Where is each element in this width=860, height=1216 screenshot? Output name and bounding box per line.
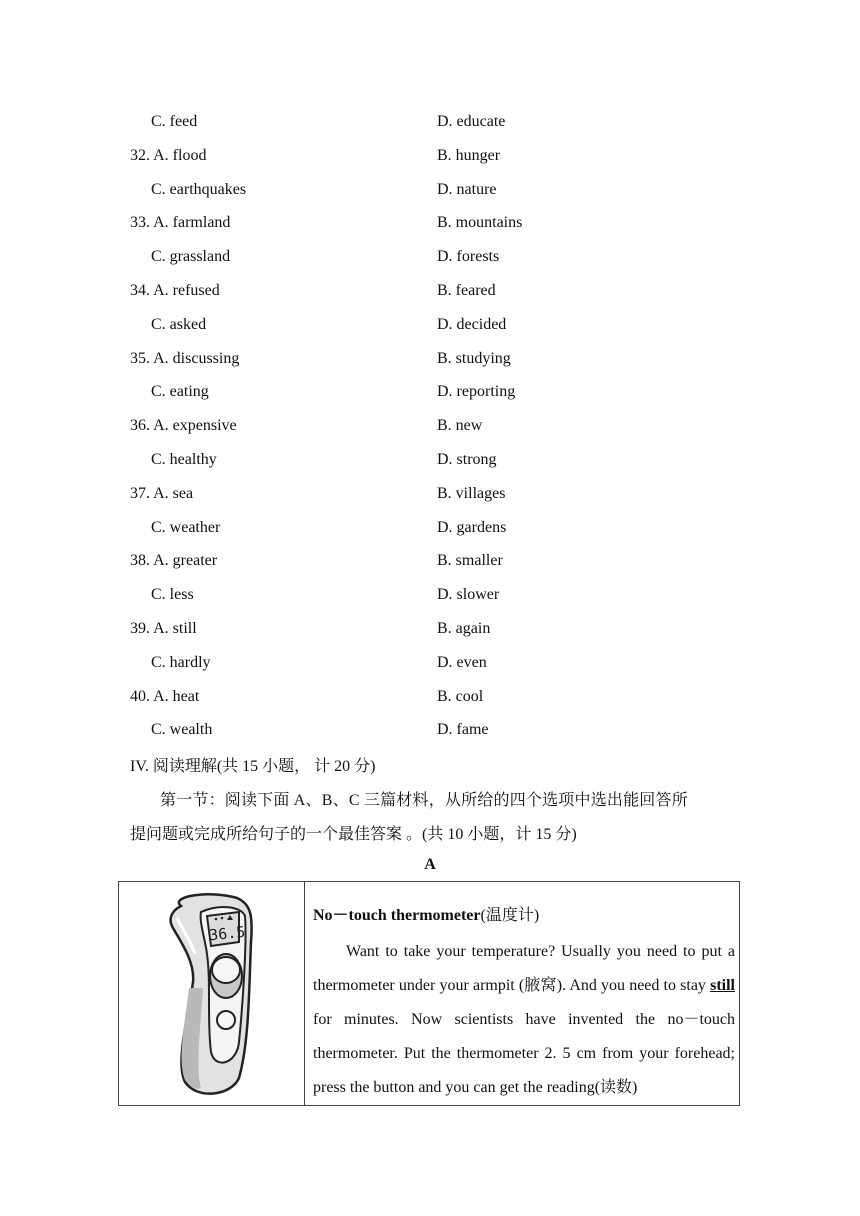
passage-title-rest: (温度计) bbox=[480, 907, 540, 924]
option-row bbox=[0, 586, 860, 620]
option-left: 35. A. discussing bbox=[130, 349, 240, 367]
option-left: 40. A. heat bbox=[130, 687, 200, 705]
option-left: C. hardly bbox=[151, 653, 211, 671]
option-right: B. smaller bbox=[437, 552, 503, 570]
passage-paragraph bbox=[313, 935, 735, 1105]
option-left: C. eating bbox=[151, 383, 209, 401]
option-left: C. less bbox=[151, 586, 194, 604]
section-title: IV. 阅读理解(共 15 小题， 计 20 分) bbox=[130, 758, 376, 775]
option-left: C. asked bbox=[151, 315, 207, 333]
passage-text-cell bbox=[305, 882, 739, 1105]
option-row bbox=[0, 721, 860, 755]
passage-title bbox=[313, 902, 539, 925]
option-right: D. reporting bbox=[437, 383, 516, 401]
option-row bbox=[0, 181, 860, 215]
option-row bbox=[0, 214, 860, 248]
option-right: D. gardens bbox=[437, 518, 507, 536]
passage-table bbox=[118, 881, 740, 1106]
option-right: B. mountains bbox=[437, 214, 523, 232]
option-left: 36. A. expensive bbox=[130, 417, 237, 435]
section-instruction-line1: 第一节：阅读下面 A、B、C 三篇材料，从所给的四个选项中选出能回答所 bbox=[160, 792, 688, 809]
option-left: 33. A. farmland bbox=[130, 214, 231, 232]
section-instruction-line2: 提问题或完成所给句子的一个最佳答案 。(共 10 小题，计 15 分) bbox=[130, 826, 577, 843]
passage-text-before: Want to take your temperature? Usually you need to put a thermometer under your armpit (腋窝). And you need to stay bbox=[313, 943, 735, 994]
passage-emphasis-word: still bbox=[710, 977, 735, 994]
thermometer-image-cell bbox=[119, 882, 305, 1105]
option-left: C. weather bbox=[151, 518, 221, 536]
option-right: B. studying bbox=[437, 349, 511, 367]
option-right: B. feared bbox=[437, 282, 496, 299]
option-right: D. forests bbox=[437, 248, 500, 266]
option-left: C. wealth bbox=[151, 721, 213, 739]
option-right: B. again bbox=[437, 620, 491, 637]
option-left: 39. A. still bbox=[130, 620, 197, 637]
option-row bbox=[0, 485, 860, 519]
option-left: C. earthquakes bbox=[151, 180, 247, 198]
option-row bbox=[0, 350, 860, 384]
option-right: D. even bbox=[437, 653, 487, 671]
option-left: 37. A. sea bbox=[130, 484, 194, 502]
option-row bbox=[0, 147, 860, 181]
option-left: 38. A. greater bbox=[130, 552, 218, 570]
option-row bbox=[0, 113, 860, 147]
option-left: C. grassland bbox=[151, 248, 231, 266]
option-left: 34. A. refused bbox=[130, 282, 220, 299]
option-left: 32. A. flood bbox=[130, 146, 207, 164]
thermometer-illustration bbox=[119, 882, 304, 1105]
option-right: D. nature bbox=[437, 180, 497, 198]
passage-text-after: for minutes. Now scientists have invented the no－touch thermometer. Put the thermometer 2. 5 cm from your forehead; press the button and you can get the reading(读数) bbox=[313, 1011, 735, 1096]
option-right: B. villages bbox=[437, 484, 506, 502]
option-row bbox=[0, 552, 860, 586]
option-right: D. fame bbox=[437, 721, 489, 739]
option-row bbox=[0, 451, 860, 485]
option-right: B. hunger bbox=[437, 146, 501, 164]
option-row bbox=[0, 654, 860, 688]
option-left: C. healthy bbox=[151, 451, 217, 468]
option-right: D. educate bbox=[437, 113, 506, 130]
option-right: B. cool bbox=[437, 687, 484, 705]
option-right: D. strong bbox=[437, 451, 497, 468]
option-row bbox=[0, 519, 860, 553]
option-row bbox=[0, 248, 860, 282]
option-row bbox=[0, 282, 860, 316]
option-row bbox=[0, 383, 860, 417]
option-left: C. feed bbox=[151, 113, 198, 130]
thermometer-reading: 36.5 bbox=[208, 922, 247, 945]
option-right: D. decided bbox=[437, 315, 507, 333]
option-row bbox=[0, 688, 860, 722]
passage-letter: A bbox=[424, 856, 436, 873]
option-right: D. slower bbox=[437, 586, 500, 604]
passage-title-bold: No－touch thermometer bbox=[313, 907, 481, 924]
option-row bbox=[0, 417, 860, 451]
option-row bbox=[0, 620, 860, 654]
option-right: B. new bbox=[437, 417, 483, 435]
option-row bbox=[0, 316, 860, 350]
